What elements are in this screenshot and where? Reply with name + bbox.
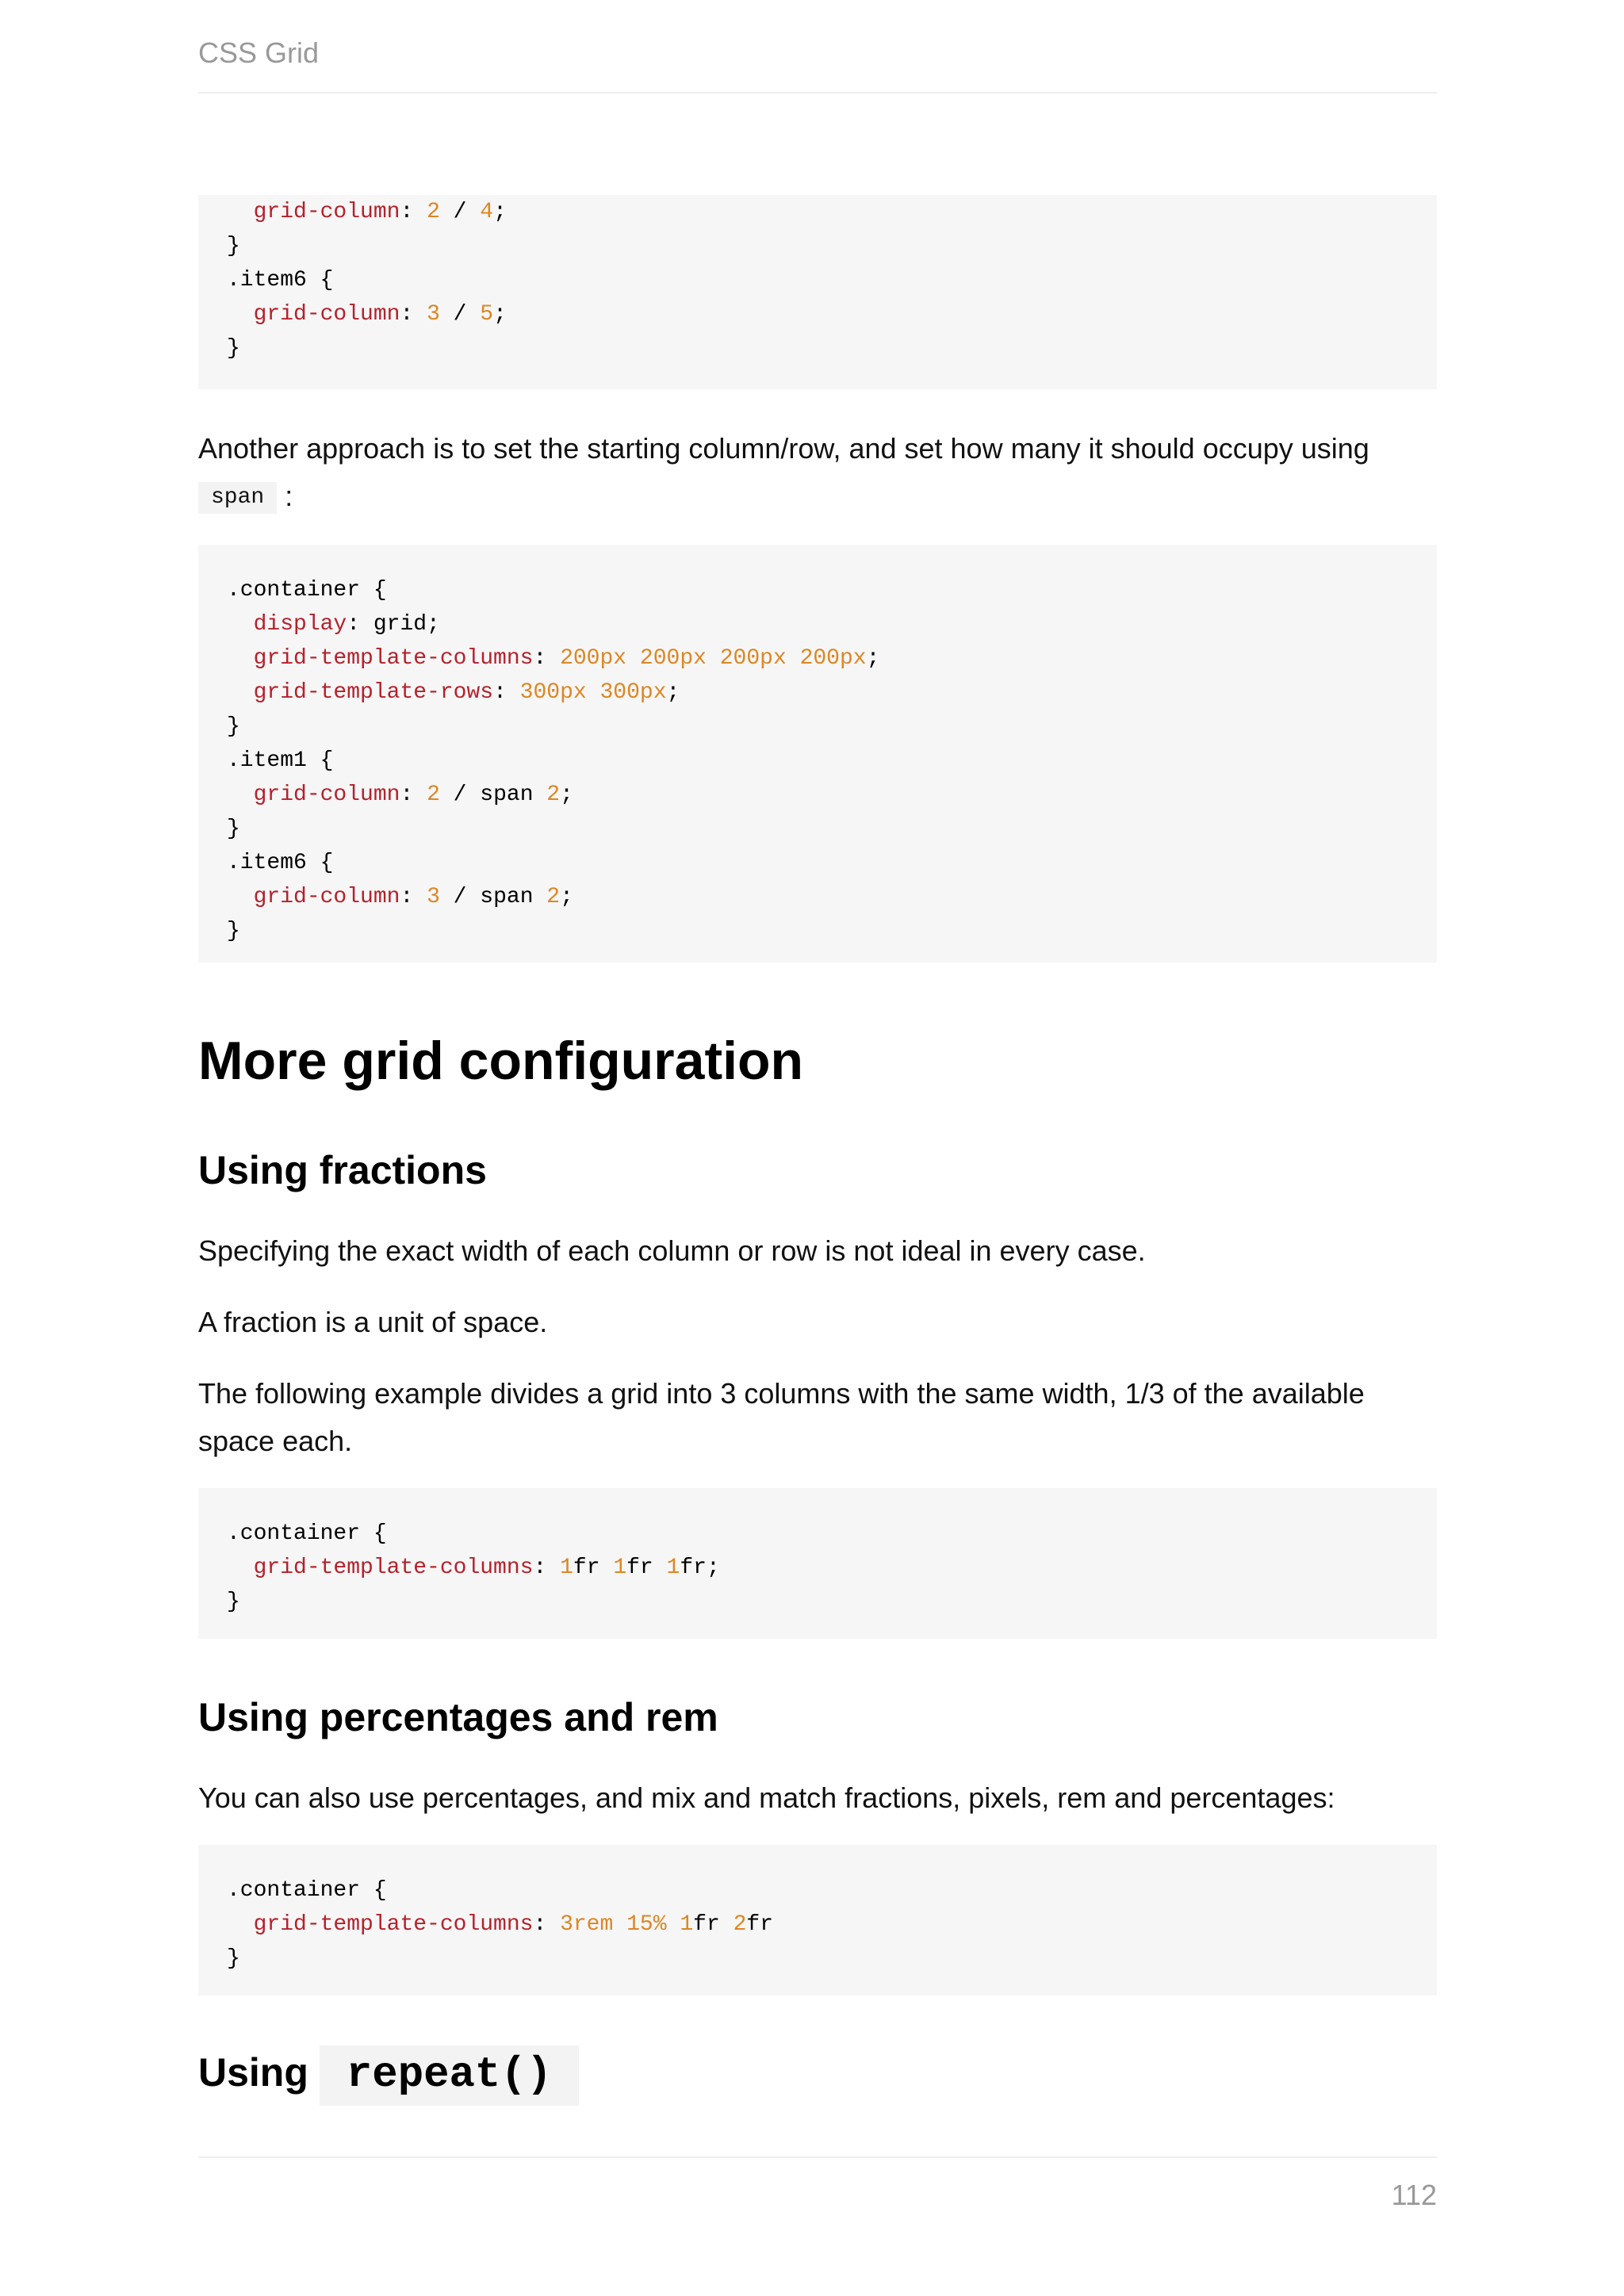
heading-using-percentages: Using percentages and rem xyxy=(198,1695,718,1739)
code-text: } xyxy=(227,336,240,361)
code-text xyxy=(227,680,254,705)
code-line xyxy=(227,846,333,880)
code-text xyxy=(227,612,254,637)
code-property: grid-column xyxy=(253,885,400,909)
code-text xyxy=(227,200,254,224)
code-block-2 xyxy=(198,545,1437,962)
inline-code-span: span xyxy=(198,482,277,514)
code-property: grid-template-columns xyxy=(253,1912,534,1937)
code-property: grid-column xyxy=(253,302,400,327)
code-property: grid-template-columns xyxy=(253,646,534,671)
code-text: .item6 { xyxy=(227,268,334,293)
code-text xyxy=(587,680,600,705)
code-line xyxy=(227,229,240,263)
code-text xyxy=(227,1912,254,1937)
code-text: : xyxy=(400,783,427,807)
code-text: : xyxy=(400,200,427,224)
code-value: 2 xyxy=(733,1912,747,1937)
paragraph-fractions-1: Specifying the exact width of each column or row is not ideal in every case. xyxy=(198,1234,1146,1267)
code-text: : xyxy=(533,1912,561,1937)
code-line xyxy=(227,1517,387,1551)
code-text xyxy=(227,646,254,671)
heading-inline-code-repeat: repeat() xyxy=(320,2045,579,2106)
code-line xyxy=(227,778,573,812)
paragraph-span xyxy=(198,425,1437,520)
code-text: .container { xyxy=(227,1878,387,1903)
heading-using-repeat xyxy=(198,2041,579,2106)
code-text xyxy=(707,646,720,671)
code-text: : xyxy=(493,680,520,705)
code-text xyxy=(227,783,254,807)
code-value: 15% xyxy=(626,1912,667,1937)
paragraph-fractions-3-line1: The following example divides a grid into 3 columns with the same width, 1/3 of the available xyxy=(198,1377,1365,1410)
code-line xyxy=(227,744,333,778)
code-value: 3 xyxy=(427,885,440,909)
code-text: ; xyxy=(560,783,573,807)
code-line xyxy=(227,1585,240,1619)
header-divider xyxy=(198,92,1437,94)
code-text: } xyxy=(227,817,240,841)
code-text: / span xyxy=(439,885,547,909)
code-value: 200px xyxy=(560,646,627,671)
code-text: : xyxy=(400,302,427,327)
code-text: : xyxy=(533,646,561,671)
code-value: 1 xyxy=(666,1556,680,1580)
code-property: grid-template-rows xyxy=(253,680,494,705)
code-text: ; xyxy=(666,680,680,705)
code-line xyxy=(227,1942,240,1976)
code-text: } xyxy=(227,1946,240,1971)
section-heading: More grid configuration xyxy=(198,1031,804,1091)
code-property: display xyxy=(253,612,347,637)
code-line xyxy=(227,573,387,607)
code-text: } xyxy=(227,714,240,739)
code-line xyxy=(227,195,507,229)
code-value: 300px xyxy=(599,680,667,705)
code-line xyxy=(227,297,507,331)
code-value: 2 xyxy=(546,885,561,909)
code-value: 5 xyxy=(480,302,494,327)
code-line xyxy=(227,812,240,846)
code-text xyxy=(667,1912,680,1937)
code-text: fr xyxy=(746,1912,773,1937)
code-line xyxy=(227,1551,720,1585)
code-block-4 xyxy=(198,1845,1437,1996)
code-text xyxy=(227,1556,254,1580)
code-text: ; xyxy=(560,885,573,909)
paragraph-span-text: Another approach is to set the starting column/row, and set how many it should occupy using xyxy=(198,432,1369,465)
code-text: .item6 { xyxy=(227,851,334,875)
footer-divider xyxy=(198,2156,1437,2158)
code-text: ; xyxy=(493,302,507,327)
code-text xyxy=(227,885,254,909)
code-text: .item1 { xyxy=(227,748,334,773)
code-text xyxy=(227,302,254,327)
code-text: .container { xyxy=(227,578,387,603)
code-line xyxy=(227,641,879,675)
code-line xyxy=(227,880,573,914)
code-text: .container { xyxy=(227,1521,387,1546)
paragraph-fractions-2: A fraction is a unit of space. xyxy=(198,1306,548,1338)
code-text xyxy=(613,1912,626,1937)
code-text: fr xyxy=(626,1556,667,1580)
code-value: 200px xyxy=(639,646,707,671)
code-value: 200px xyxy=(719,646,787,671)
code-value: 2 xyxy=(427,200,440,224)
code-line xyxy=(227,1873,387,1908)
code-text: } xyxy=(227,919,240,943)
code-text: fr xyxy=(573,1556,614,1580)
code-value: 3 xyxy=(427,302,440,327)
code-text: / xyxy=(439,302,481,327)
paragraph-span-suffix: : xyxy=(285,480,293,512)
code-text xyxy=(787,646,800,671)
paragraph-percentages: You can also use percentages, and mix and match fractions, pixels, rem and percentages: xyxy=(198,1781,1335,1814)
code-value: 3rem xyxy=(560,1912,614,1937)
heading-using-repeat-prefix: Using xyxy=(198,2050,308,2095)
code-value: 1 xyxy=(613,1556,627,1580)
code-text: ; xyxy=(493,200,507,224)
code-text: / xyxy=(439,200,481,224)
code-block-3 xyxy=(198,1488,1437,1639)
page-number: 112 xyxy=(1391,2179,1437,2211)
code-text: : grid; xyxy=(347,612,440,637)
code-text: fr xyxy=(693,1912,733,1937)
code-value: 1 xyxy=(680,1912,694,1937)
code-text xyxy=(626,646,640,671)
code-line xyxy=(227,914,240,948)
code-text: fr; xyxy=(680,1556,720,1580)
code-value: 4 xyxy=(480,200,494,224)
code-value: 300px xyxy=(519,680,587,705)
paragraph-fractions-3 xyxy=(198,1370,1437,1465)
code-property: grid-column xyxy=(253,200,400,224)
code-value: 1 xyxy=(560,1556,573,1580)
code-text: : xyxy=(533,1556,561,1580)
paragraph-fractions-3-line2: space each. xyxy=(198,1425,353,1457)
code-value: 200px xyxy=(799,646,867,671)
heading-using-fractions: Using fractions xyxy=(198,1148,487,1192)
code-text: } xyxy=(227,1590,240,1614)
running-header: CSS Grid xyxy=(198,36,320,69)
code-value: 2 xyxy=(546,783,561,807)
code-block-1 xyxy=(198,195,1437,389)
code-text: } xyxy=(227,234,240,258)
code-property: grid-column xyxy=(253,783,400,807)
code-line xyxy=(227,1908,773,1942)
code-value: 2 xyxy=(427,783,440,807)
code-line xyxy=(227,675,680,710)
code-text: ; xyxy=(866,646,880,671)
code-line xyxy=(227,710,240,744)
code-line xyxy=(227,607,440,641)
code-property: grid-template-columns xyxy=(253,1556,534,1580)
code-text: : xyxy=(400,885,427,909)
code-text: / span xyxy=(439,783,547,807)
code-line xyxy=(227,263,333,297)
code-line xyxy=(227,331,240,365)
